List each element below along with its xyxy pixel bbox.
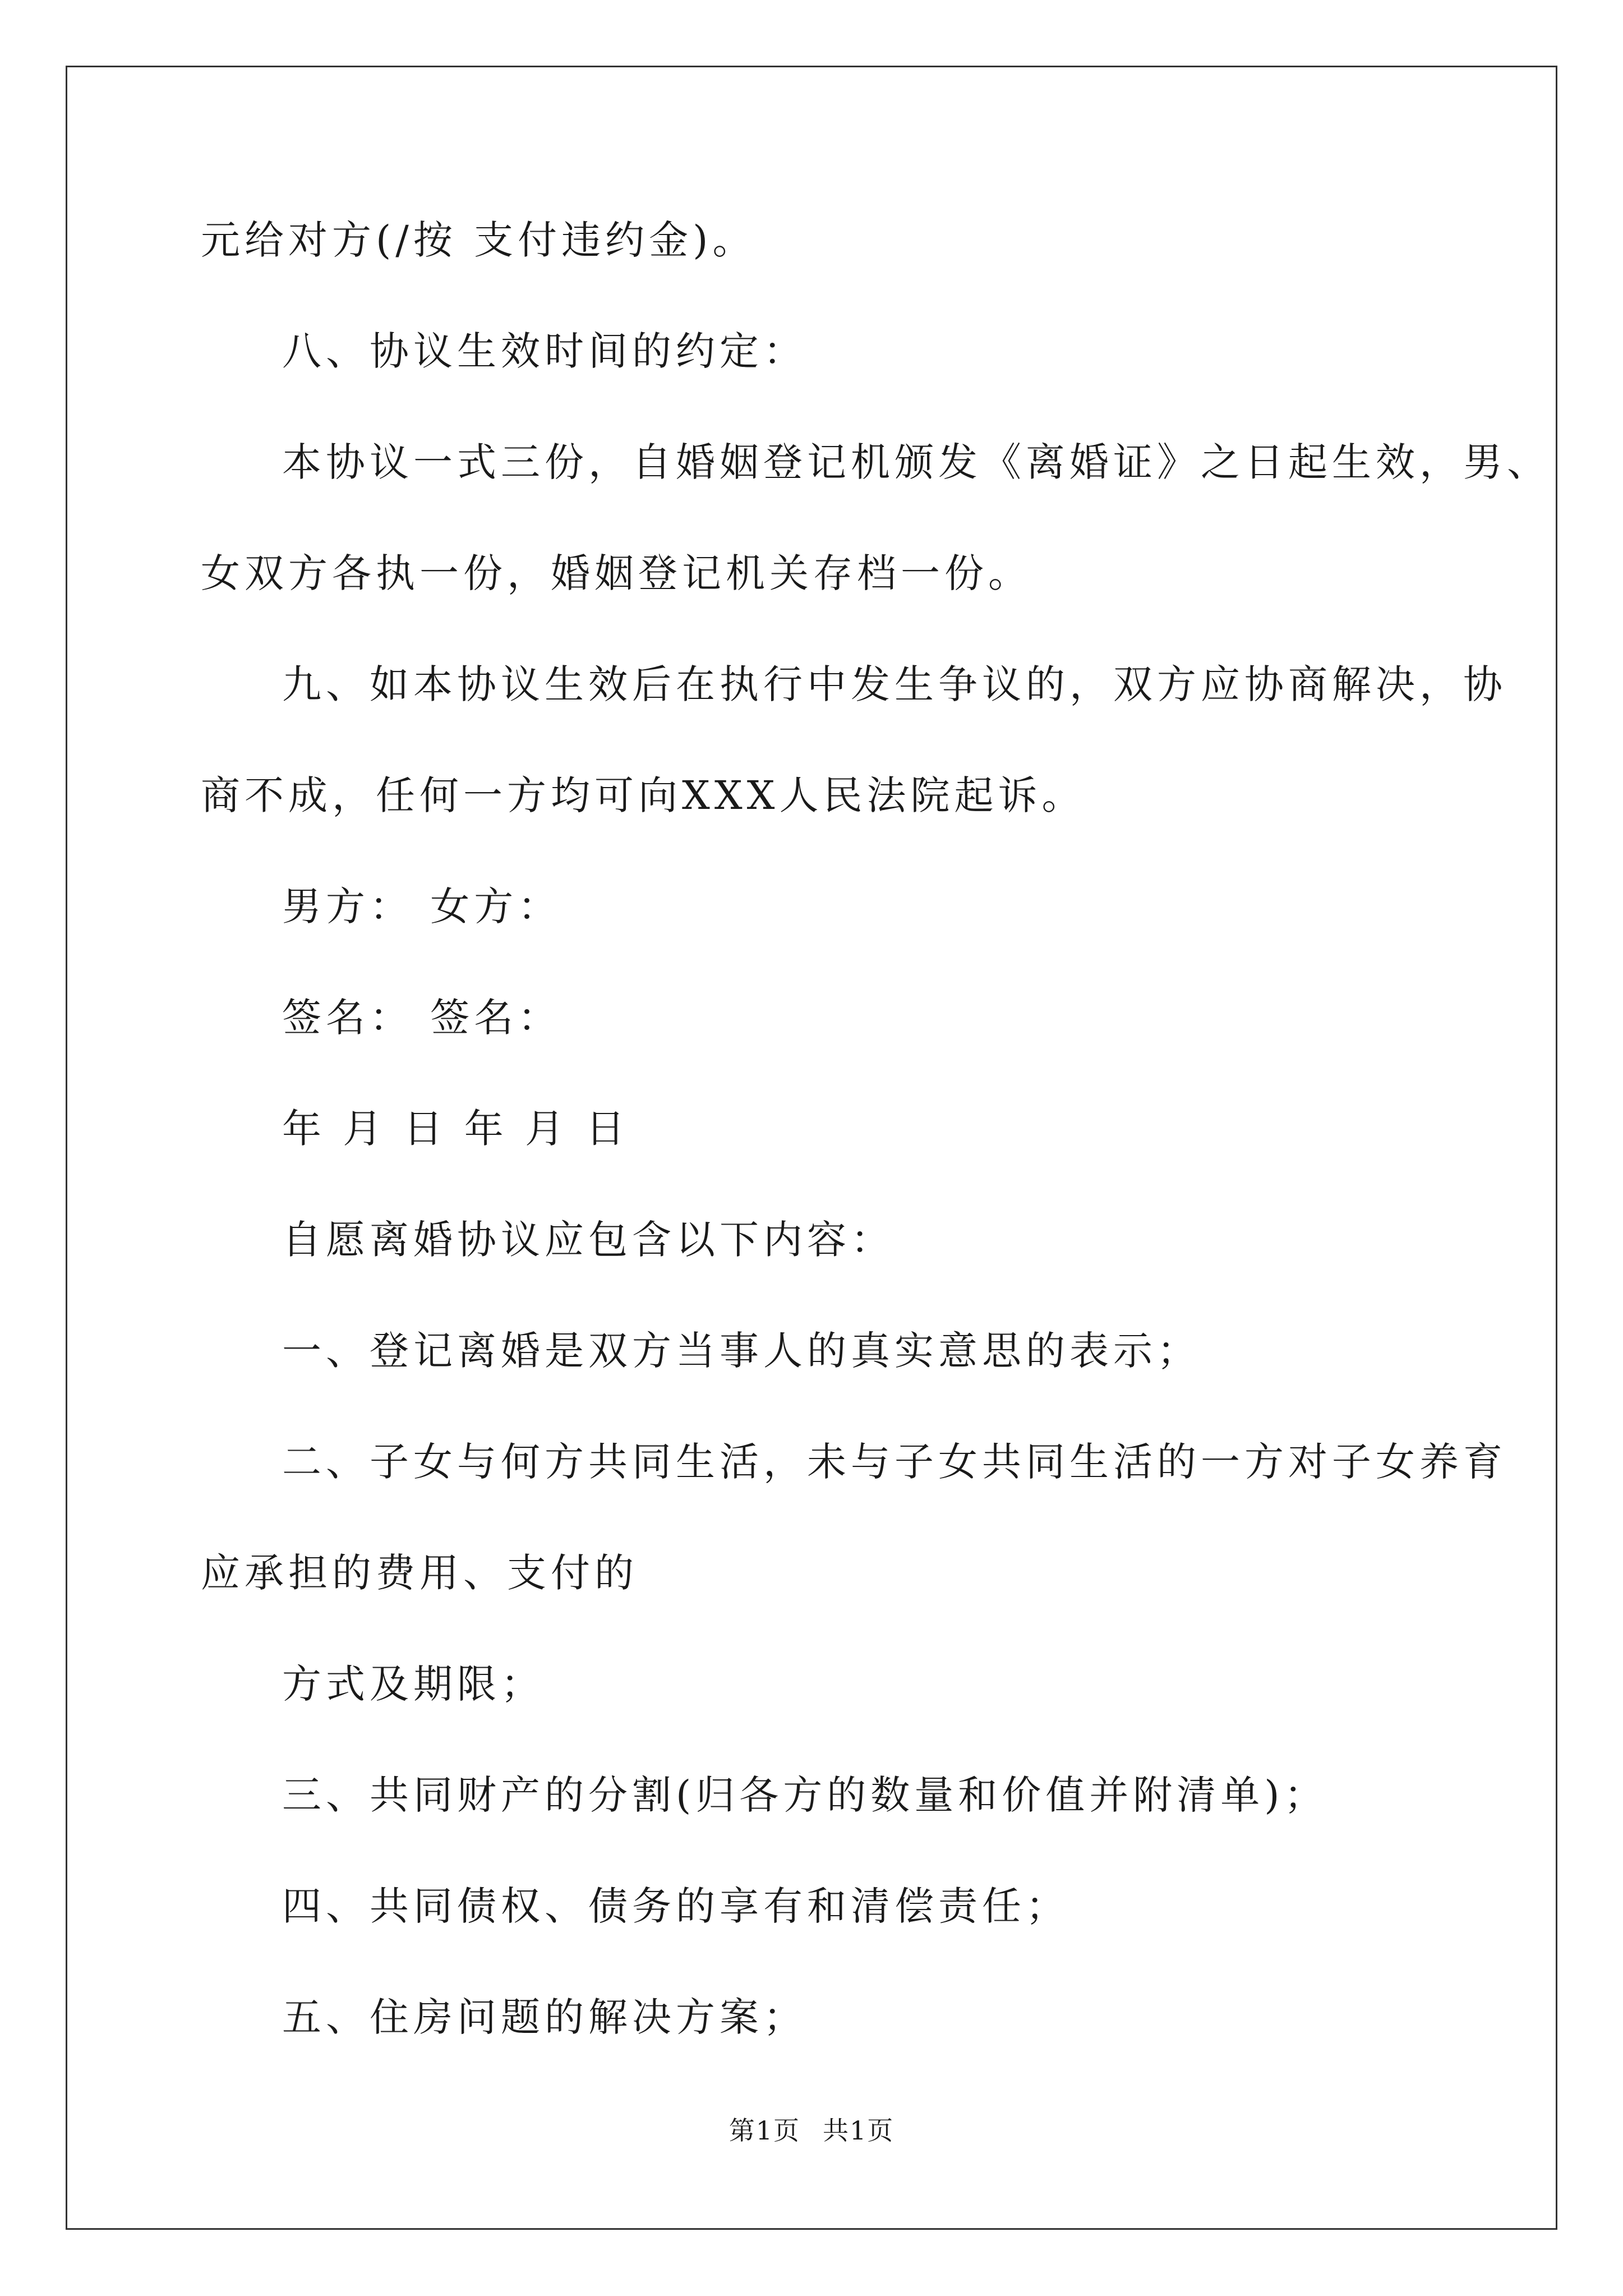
paragraph-line: 应承担的费用、支付的 [201,1550,638,1596]
paragraph-line: 商不成，任何一方均可向XXX人民法院起诉。 [201,772,1086,818]
current-page-label: 第1页 [728,2115,800,2146]
paragraph-line: 三、共同财产的分割(归各方的数量和价值并附清单)； [282,1772,1328,1818]
paragraph-line: 五、住房问题的解决方案； [282,1994,807,2040]
paragraph-line: 二、子女与何方共同生活，未与子女共同生活的一方对子女养育 [282,1439,1507,1485]
paragraph-line: 男方： 女方： [282,884,562,930]
paragraph-line: 方式及期限； [282,1661,545,1707]
paragraph-line: 九、如本协议生效后在执行中发生争议的，双方应协商解决，协 [282,661,1507,707]
paragraph-line: 女双方各执一份，婚姻登记机关存档一份。 [201,550,1032,596]
paragraph-line: 签名： 签名： [282,995,562,1041]
paragraph-line: 本协议一式三份，自婚姻登记机颁发《离婚证》之日起生效，男、 [282,439,1551,485]
paragraph-line: 年 月 日 年 月 日 [282,1106,630,1152]
page-footer [0,2114,1623,2147]
paragraph-line: 八、协议生效时间的约定： [282,328,807,374]
paragraph-line: 元给对方(/按 支付违约金)。 [201,217,757,263]
total-pages-label: 共1页 [823,2115,895,2146]
paragraph-line: 自愿离婚协议应包含以下内容： [282,1217,895,1263]
paragraph-line: 四、共同债权、债务的享有和清偿责任； [282,1883,1069,1929]
paragraph-line: 一、登记离婚是双方当事人的真实意思的表示； [282,1328,1201,1374]
